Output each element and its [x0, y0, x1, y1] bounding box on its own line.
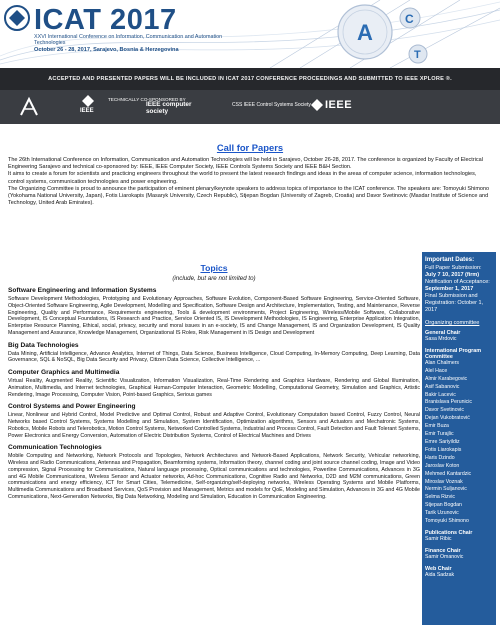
committee-groups [425, 330, 493, 580]
topic-section-title: Software Engineering and Information Systems [8, 287, 157, 294]
committee-group-title: General Chair [425, 330, 461, 336]
committee-group-title: Web Chair [425, 565, 452, 572]
committee-member: Aida Sadzak [425, 571, 455, 578]
conference-logo: ICAT 2017 [34, 4, 177, 36]
conference-subtitle: XXVI International Conference on Information, Communication and Automation Technologies [34, 34, 223, 47]
committee-member: Nermin Suljanovic [425, 486, 467, 493]
header-banner [0, 0, 500, 68]
intro-paragraph: The Organizing Committee is proud to announce the participation of eminent plenary/keynote speakers to address topics of importance to the ICAT conference. The speakers are: Tomoyuki Shimono (Yokohama National University, Japan), Fotis Liarokapis (Masaryk University, Czech Republic), Stjepan Bogdan (University of Zagreb, Croatia) and Davor Svetinovic (Masdar Institute of Science and Technology, United Arab Emirates). [8, 185, 490, 207]
committee-member: Tarik Uzunovic [425, 510, 459, 517]
important-dates-list [425, 265, 493, 314]
committee-member: Haris Dzindo [425, 454, 455, 461]
committee-member: Bakir Lacevic [425, 391, 456, 398]
topic-section-body: Software Development Methodologies, Prototyping and Evolutionary Approaches, Software Evolution, Component-Based Software Engineering, Service-Oriented Software, Object-Oriented Software Engineering, Agile Development, Modelling and Specification, Software Design and Architecture, Implementation, Testing, and Maintenance, Reverse Engineering, Quality and Performance, Requirements engineering, Tools & development environments, Project Engineering, Wireless/Mobile Software, Collaborative Development, IS Conceptual Foundations, IS Research and Practice, Service Oriented IS, IS Development Methodologies, IS Engineering, Enterprise Application Integration, Enterprise Resource Planning, Ethical, social, privacy, security and moral issues in an e-society, IS and Change Management, IS and Organization Development, IS Quality Management and Assurance, Knowledge Management, Organizational IS Roles, Risk Management in IS Design and Development [8, 296, 420, 336]
control-systems-society-logo: CSS IEEE Control Systems Society [232, 102, 311, 108]
committee-member: Emir Turajlic [425, 431, 454, 438]
important-date-line: Notification of Acceptance: [425, 279, 490, 285]
committee-group-title: International Program Committee [425, 347, 482, 360]
topic-section-body: Data Mining, Artificial Intelligence, Advance Analytics, Internet of Things, Data Science, Business Intelligence, Cloud Computing, In-Memory Computing, Deep Learning, Data Governance, SQL & NoSQL, Big Data Security and Privacy, Citizen Data Science, Collective Intelligence, ... [8, 350, 420, 364]
committee-member: Samir Omanovic [425, 553, 464, 560]
committee-member: Branislava Perunicic [425, 399, 472, 406]
topics-heading: Topics [200, 263, 228, 273]
committee-member: Dejan Vukobratović [425, 415, 470, 422]
topic-section-title: Big Data Technologies [8, 341, 79, 349]
committee-member: Fotis Liarokapis [425, 446, 462, 453]
committee-member: Miroslav Voznak [425, 478, 463, 485]
important-date-line: Final Submission and [425, 293, 478, 299]
svg-text:T: T [414, 49, 421, 61]
ieee-logo-large: IEEE [325, 99, 353, 111]
committee-member: Emir Buza [425, 423, 449, 430]
svg-text:A: A [357, 20, 373, 45]
committee-member: Mehmed Kantardzic [425, 470, 472, 477]
page-title: Call for Papers [216, 142, 284, 153]
committee-member: Alel Hace [425, 367, 448, 374]
committee-member: Selma Rizvic [425, 494, 455, 501]
ieee-diamond-icon [311, 99, 323, 111]
topic-section-title: Computer Graphics and Multimedia [8, 369, 120, 376]
committee-member: Alan Chalmers [425, 359, 460, 366]
important-date-line: Registration: October 1, 2017 [425, 300, 484, 313]
committee-member: Emre Sariyildiz [425, 438, 460, 445]
c-a-t-hero-graphic [260, 0, 500, 68]
sponsor-strip [0, 90, 500, 124]
conference-dates: October 26 - 28, 2017, Sarajevo, Bosnia & Herzegovina [34, 47, 179, 53]
faculty-logo-icon [18, 96, 40, 118]
organizing-committee-heading: Organizing committee [425, 320, 480, 326]
committee-member: Asif Sabanovic [425, 383, 460, 390]
committee-group-title: Finance Chair [425, 547, 461, 554]
conference-emblem-icon [3, 4, 31, 32]
important-date-line: September 1, 2017 [425, 286, 474, 292]
topic-section-title: Communication Technologies [8, 444, 102, 452]
intro-paragraph: The 26th International Conference on Information, Communication and Automation Technologies will be held in Sarajevo, October 26-28, 2017. The conference is organized by Faculty of Electrical Engineering Sarajevo and technical co-sponsored by: IEEE, IEEE Computer Society, IEEE Controls Systems Society and IEEE B&H Section. [8, 157, 483, 171]
committee-member: Almir Karabegovic [425, 375, 468, 382]
committee-member: Davor Svetinovic [425, 407, 464, 414]
ieee-diamond-icon [82, 95, 94, 107]
intro-paragraph: It aims to create a forum for scientists and practicing engineers throughout the world to present the latest research findings and ideas in the areas of computer science, information technologies, control systems, communication technologies and power engineering. [8, 171, 477, 185]
proceedings-notice-bar: ACCEPTED AND PRESENTED PAPERS WILL BE INCLUDED IN ICAT 2017 CONFERENCE PROCEEDINGS AND SUBMITTED TO IEEE XPLORE ®. [0, 68, 500, 90]
technical-cosponsor-label: TECHNICALLY CO-SPONSORED BY [108, 97, 186, 102]
committee-member: Jaroslav Koton [425, 462, 460, 469]
committee-member: Tomoyuki Shimono [425, 518, 469, 525]
topic-section-title: Control Systems and Power Engineering [8, 403, 136, 411]
important-date-line: Full Paper Submission: [425, 265, 482, 271]
committee-member: Samir Ribic [425, 535, 452, 542]
committee-group-title: Publications Chair [425, 529, 473, 536]
svg-text:C: C [405, 12, 414, 26]
topics-column [8, 263, 420, 501]
important-date-line: July 7 10, 2017 (firm) [425, 272, 480, 278]
topic-section-body: Virtual Reality, Augmented Reality, Scientific Visualization, Information Visualization, Real-Time Rendering and Graphics Hardware, Rendering and Global Illumination, Animation, Multimedia, and Internet technologies, Graphical Human-Computer Interaction, Geometric Modelling, Computational Geometry, Simulation and Graphics, Artistic Rendering, Image Processing, Computer Vision, Point-based Graphics, Serious games [8, 378, 420, 398]
important-dates-heading: Important Dates: [425, 256, 475, 263]
topics-subheading: (include, but are not limited to) [172, 275, 256, 282]
topic-section-body: Linear, Nonlinear and Hybrid Control, Model Predictive and Optimal Control, Robust and Adaptive Control, Evolutionary Computation based Control, Fuzzy Control, Neural Networks based Control Systems, Systems Modelling and Simulation, System Identification, Optimization algorithms, Sensors and Actuators and Mechatronic Systems, Robotics, Mobile Robots and Telerobotics, Motion Control Systems, Networked Controlled Systems, Industrial and Process Control, Fault Detection and Fault Tolerant Systems, Power Electronics and Energy Conversion, Automation of Electric Distribution Systems, Control of Electrical Machines and Drives [8, 412, 420, 439]
sidebar [422, 252, 496, 625]
topic-section-body: Mobile Computing and Networking, Network Protocols and Topologies, Network Architectures and Network-Based Applications, Network Security, Vehicular networking, Wireless and Radio Communications, Antennas and Propagation, Beamforming systems, Information theory, channel coding and joint source channel coding, Image and Video compression, Signal Processing for Communications, Natural language processing, Optical communications and technologies, Powerline Communications, Advances in 3G and 4G Mobile Communications, Wireless Sensor and Actuator networks, Ad-hoc Communications, Cognitive Radio and Networks, D2D and M2M communications, Green communications and energy efficiency, ICT for Smart Cities, Telemedicine, Self-organizing/self-deploying networks, Wireless Operating Systems and Mobile Platforms, Multimedia Communications and Broadband Services, QoS Provision and Management, Metrics and models for QoE, Modeling and Simulation, Advances in 3G and 4G Mobile Communications, Next-Generation Networks, Big Data Networking, Modeling and Simulation, Education in Communication Engineering. [8, 453, 420, 500]
intro-text [8, 157, 494, 207]
committee-member: Stjepan Bogdan [425, 502, 462, 509]
computer-society-logo: IEEE computer society [146, 101, 192, 115]
committee-member: Sasa Mrdovic [425, 336, 457, 342]
ieee-logo: IEEE [80, 108, 94, 114]
